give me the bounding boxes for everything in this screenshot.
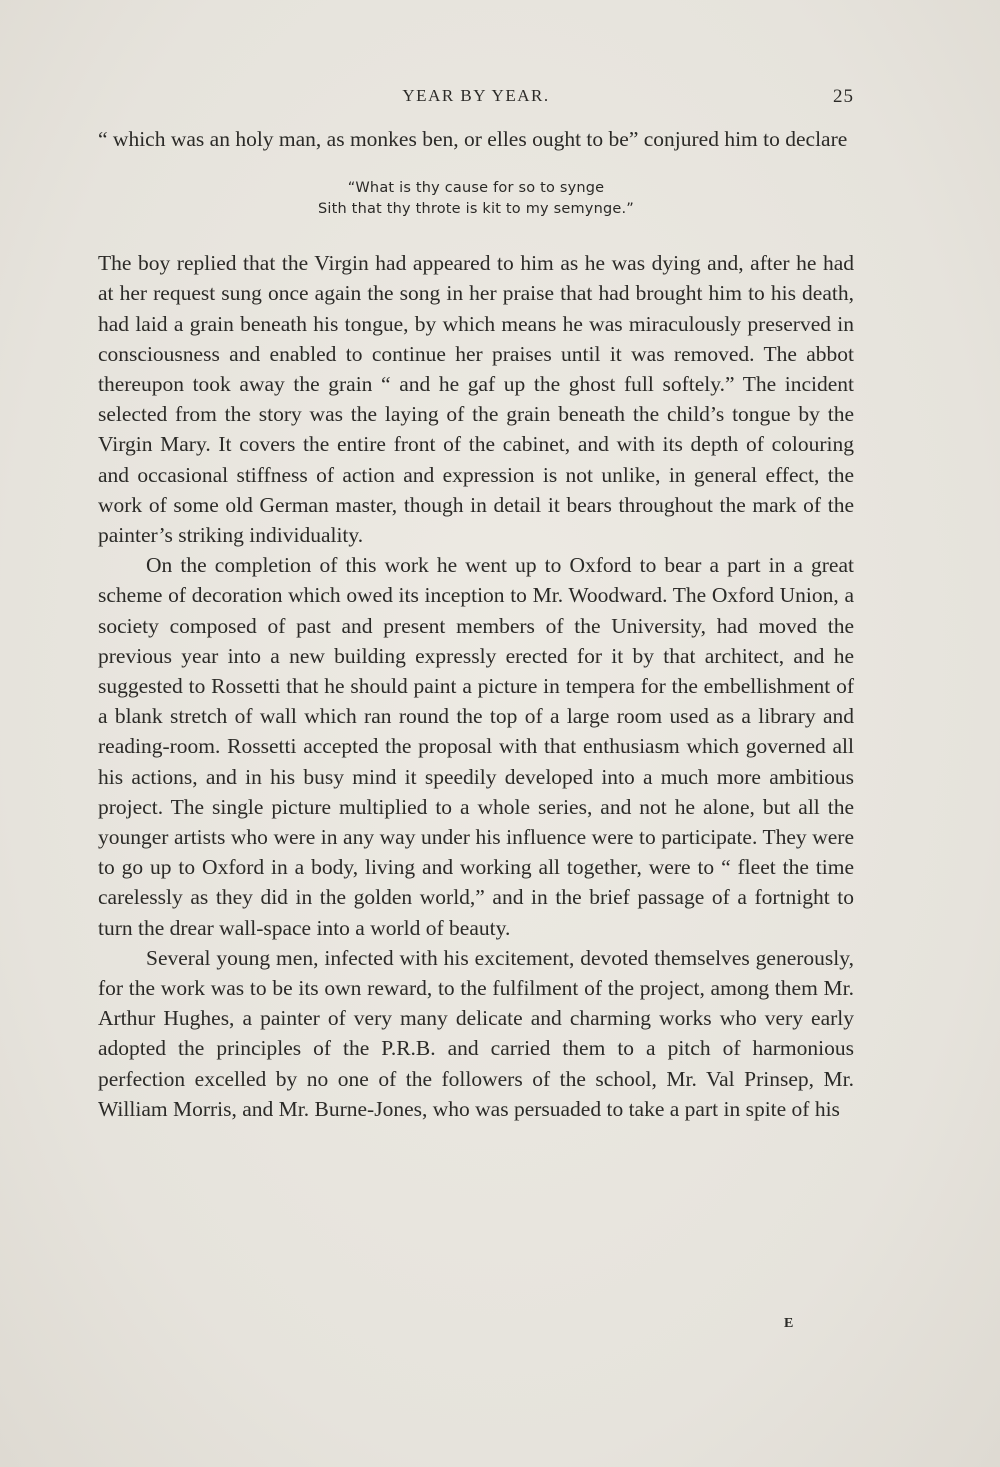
running-title: YEAR BY YEAR. xyxy=(402,86,550,105)
paragraph: Several young men, infected with his excitement, devoted themselves generously, for the work was to be its own reward, to the fulfilment of the project, among them Mr. Arthur Hughes, a painter of very many delicate and charming works who very early adopted the principles of the P.R.B. and carried them to a pitch of harmonious perfection excelled by no one of the followers of the school, Mr. Val Prinsep, Mr. William Morris, and Mr. Burne-Jones, who was persuaded to take a part in spite of his xyxy=(98,945,854,1121)
page-number: 25 xyxy=(833,86,854,107)
verse-line: Sith that thy throte is kit to my semynge.” xyxy=(317,201,635,218)
running-head xyxy=(98,86,854,110)
verse-quotation xyxy=(98,178,854,220)
paragraph: On the completion of this work he went up to Oxford to bear a part in a great scheme of decoration which owed its inception to Mr. Woodward. The Oxford Union, a society composed of past and present members of the University, had moved the previous year into a new building expressly erected for it by that architect, and he suggested to Rossetti that he should paint a picture in tempera for the embellishment of a blank stretch of wall which ran round the top of a large room used as a library and reading-room. Rossetti accepted the proposal with that enthusiasm which governed all his actions, and in his busy mind it speedily developed into a much more ambitious project. The single picture multiplied to a whole series, and not he alone, but all the younger artists who were in any way under his influence were to participate. They were to go up to Oxford in a body, living and working all together, were to “ fleet the time carelessly as they did in the golden world,” and in the brief passage of a fortnight to turn the drear wall-space into a world of beauty. xyxy=(98,553,854,940)
body-text xyxy=(98,124,854,1124)
signature-mark: E xyxy=(784,1316,795,1331)
paragraph: The boy replied that the Virgin had appeared to him as he was dying and, after he had at her request sung once again the song in her praise that had brought him to his death, had laid a grain beneath his tongue, by which means he was miraculously preserved in consciousness and enabled to continue her praises until it was removed. The abbot thereupon took away the grain “ and he gaf up the ghost full softely.” The incident selected from the story was the laying of the grain beneath the child’s tongue by the Virgin Mary. It covers the entire front of the cabinet, and with its depth of colouring and occasional stiffness of action and expression is not unlike, in general effect, the work of some old German master, though in detail it bears throughout the mark of the painter’s striking individuality. xyxy=(98,251,854,548)
verse-line: “What is thy cause for so to synge xyxy=(347,180,605,197)
opening-paragraph: “ which was an holy man, as monkes ben, or elles ought to be” conjured him to declare xyxy=(98,127,848,151)
